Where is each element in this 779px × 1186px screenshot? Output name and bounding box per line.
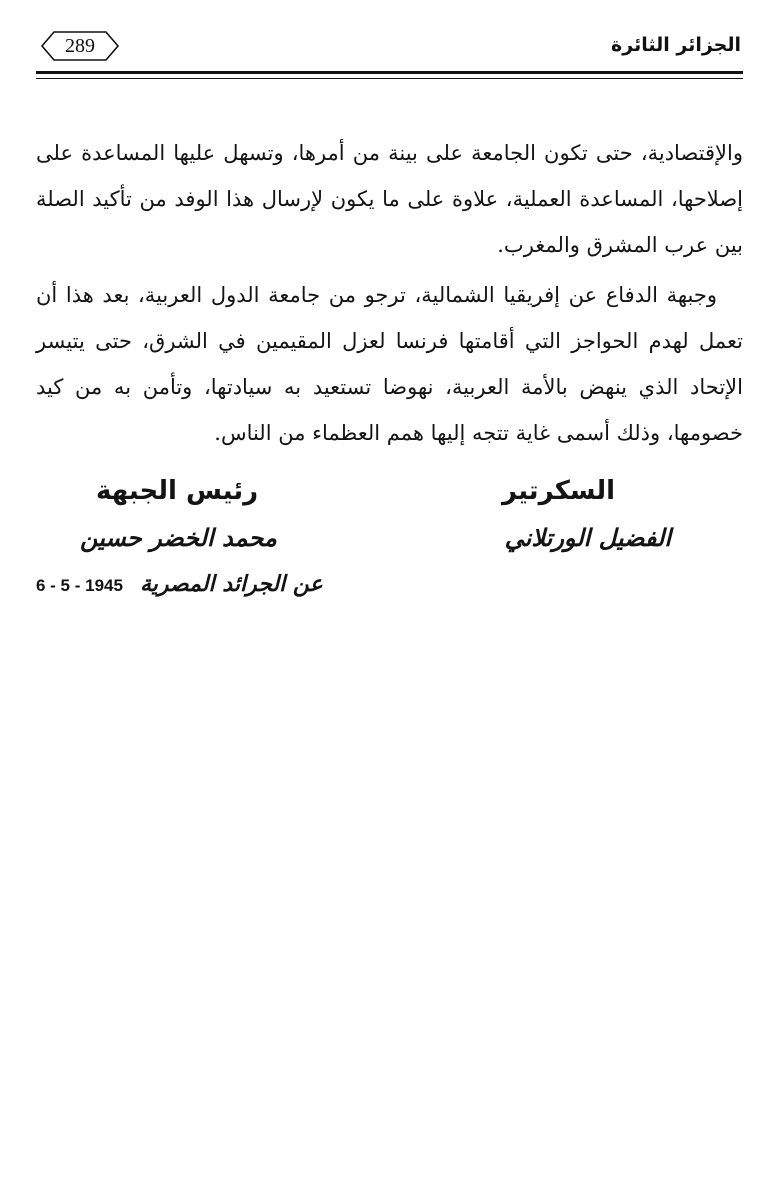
header-rule-thin <box>36 78 743 79</box>
president-signature: محمد الخضر حسين <box>80 524 277 552</box>
paragraph-2: وجبهة الدفاع عن إفريقيا الشمالية، ترجو من جامعة الدول العربية، بعد هذا أن تعمل لهدم الحواجز التي أقامتها فرنسا لعزل المقيمين في الشرق، حتى يتيسر الإتحاد الذي ينهض بالأمة العربية، نهوضا تستعيد به سيادتها، وتأمن به من كيد خصومها، وذلك أسمى غاية تتجه إليها همم العظماء من الناس. <box>36 283 743 445</box>
secretary-title: السكرتير <box>502 476 615 506</box>
page-number: 289 <box>65 35 95 57</box>
paragraph-1: والإقتصادية، حتى تكون الجامعة على بينة من أمرها، وتسهل عليها المساعدة على إصلاحها، المساعدة العملية، علاوة على ما يكون لإرسال هذا الوفد من تأكيد الصلة بين عرب المشرق والمغرب. <box>36 141 743 257</box>
body-text <box>36 130 743 456</box>
source-line <box>36 572 323 597</box>
running-title: الجزائر الثائرة <box>611 34 741 56</box>
page-number-badge <box>40 30 120 62</box>
header-rule-thick <box>36 71 743 74</box>
secretary-signature: الفضيل الورتلاني <box>504 524 671 552</box>
source-name: عن الجرائد المصرية <box>139 572 323 597</box>
source-date: 6 - 5 - 1945 <box>36 576 123 595</box>
president-title: رئيس الجبهة <box>96 476 259 506</box>
